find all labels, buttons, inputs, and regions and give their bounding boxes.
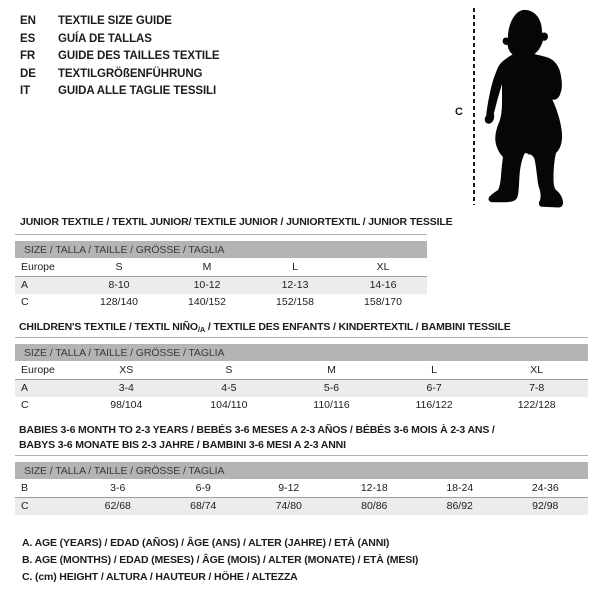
children-title-post: / TEXTILE DES ENFANTS / KINDERTEXTIL / BAMBINI TESSILE bbox=[205, 321, 511, 333]
value-cell: 68/74 bbox=[190, 500, 217, 513]
babies-title-line1: BABIES 3-6 MONTH TO 2-3 YEARS / BEBÉS 3-6 MESES A 2-3 AÑOS / BÉBÉS 3-6 MOIS À 2-3 ANS / bbox=[19, 424, 495, 436]
value-cell: 80/86 bbox=[361, 500, 388, 513]
value-cell: 104/110 bbox=[210, 399, 248, 412]
row-label-cell: Europe bbox=[21, 364, 55, 376]
footnote-c: C. (cm) HEIGHT / ALTURA / HAUTEUR / HÖHE / ALTEZZA bbox=[22, 570, 298, 583]
table-top-rule bbox=[15, 455, 588, 456]
row-label-cell: A bbox=[21, 382, 29, 395]
value-cell: 110/116 bbox=[313, 399, 350, 412]
value-cell: M bbox=[202, 261, 212, 273]
table-row bbox=[15, 479, 588, 497]
value-cell: 3-4 bbox=[118, 382, 134, 395]
table-row bbox=[15, 397, 588, 415]
value-cell: 140/152 bbox=[188, 296, 226, 309]
language-label: GUIDA ALLE TAGLIE TESSILI bbox=[58, 85, 217, 98]
value-cell: 5-6 bbox=[323, 382, 340, 395]
value-cell: 6-9 bbox=[195, 482, 211, 494]
children-section-title bbox=[19, 321, 511, 334]
row-label-cell: A bbox=[21, 279, 29, 292]
table-row bbox=[15, 276, 427, 294]
table-top-rule bbox=[15, 337, 588, 338]
value-cell: S bbox=[115, 261, 123, 273]
size-header-bar: SIZE / TALLA / TAILLE / GRÖSSE / TAGLIA bbox=[15, 241, 427, 258]
babies-title-line2: BABYS 3-6 MONATE BIS 2-3 JAHRE / BAMBINI 3-6 MESI A 2-3 ANNI bbox=[19, 439, 346, 451]
language-label: TEXTILE SIZE GUIDE bbox=[58, 15, 172, 27]
value-cell: 4-5 bbox=[221, 382, 237, 395]
value-cell: 152/158 bbox=[276, 296, 314, 309]
table-row bbox=[15, 294, 427, 312]
value-cell: 12-13 bbox=[281, 279, 309, 292]
value-cell: 10-12 bbox=[193, 279, 221, 292]
row-label-cell: C bbox=[21, 399, 29, 412]
footnote-b: B. AGE (MONTHS) / EDAD (MESES) / ÂGE (MOIS) / ALTER (MONATE) / ETÀ (MESI) bbox=[22, 553, 419, 566]
value-cell: 24-36 bbox=[531, 482, 559, 494]
language-code: DE bbox=[20, 67, 36, 80]
language-label: TEXTILGRÖßENFÜHRUNG bbox=[58, 67, 203, 80]
height-measure-dashed-line bbox=[473, 8, 475, 205]
language-row bbox=[20, 48, 220, 66]
value-cell: 128/140 bbox=[100, 296, 138, 309]
footnote-a: A. AGE (YEARS) / EDAD (AÑOS) / ÂGE (ANS) / ALTER (JAHRE) / ETÀ (ANNI) bbox=[22, 537, 390, 549]
table-row bbox=[15, 379, 588, 397]
value-cell: 9-12 bbox=[278, 482, 300, 494]
language-row bbox=[20, 66, 220, 84]
babies-section-title bbox=[19, 423, 495, 453]
value-cell: 86/92 bbox=[446, 500, 473, 513]
value-cell: 7-8 bbox=[529, 382, 545, 395]
value-cell: 122/128 bbox=[517, 399, 556, 412]
language-row bbox=[20, 83, 220, 101]
table-row bbox=[15, 497, 588, 515]
children-title-subscript: /A bbox=[197, 325, 206, 334]
language-label: GUIDE DES TAILLES TEXTILE bbox=[58, 50, 220, 63]
size-header-bar: SIZE / TALLA / TAILLE / GRÖSSE / TAGLIA bbox=[15, 344, 588, 361]
row-label-cell: B bbox=[21, 482, 29, 494]
children-title-pre: CHILDREN'S TEXTILE / TEXTIL NIÑO bbox=[19, 321, 198, 333]
language-list bbox=[20, 13, 220, 101]
value-cell: L bbox=[431, 364, 437, 376]
value-cell: 14-16 bbox=[369, 279, 397, 292]
value-cell: XL bbox=[376, 261, 390, 273]
size-header-bar: SIZE / TALLA / TAILLE / GRÖSSE / TAGLIA bbox=[15, 462, 588, 479]
table-row bbox=[15, 258, 427, 276]
value-cell: S bbox=[225, 364, 233, 376]
value-cell: 3-6 bbox=[110, 482, 126, 494]
row-label-cell: Europe bbox=[21, 261, 55, 273]
value-cell: 74/80 bbox=[275, 500, 302, 513]
junior-section-title: JUNIOR TEXTILE / TEXTIL JUNIOR/ TEXTILE JUNIOR / JUNIORTEXTIL / JUNIOR TESSILE bbox=[20, 216, 453, 228]
row-label-cell: C bbox=[21, 296, 29, 309]
value-cell: 98/104 bbox=[110, 399, 143, 412]
row-label-cell: C bbox=[21, 500, 29, 513]
value-cell: M bbox=[327, 364, 336, 376]
language-code: FR bbox=[20, 50, 36, 63]
table-row bbox=[15, 361, 588, 379]
language-code: EN bbox=[20, 15, 36, 27]
value-cell: 18-24 bbox=[446, 482, 474, 494]
language-row bbox=[20, 13, 220, 31]
footnote-legend bbox=[22, 535, 418, 585]
value-cell: 6-7 bbox=[426, 382, 442, 395]
measure-label-c: C bbox=[455, 106, 463, 118]
table-top-rule bbox=[15, 234, 427, 235]
value-cell: L bbox=[292, 261, 298, 273]
value-cell: 116/122 bbox=[415, 399, 453, 412]
value-cell: XS bbox=[119, 364, 134, 376]
language-row bbox=[20, 31, 220, 49]
language-code: IT bbox=[20, 85, 31, 98]
language-code: ES bbox=[20, 32, 36, 45]
value-cell: 62/68 bbox=[104, 500, 131, 513]
toddler-silhouette bbox=[478, 6, 595, 210]
value-cell: 92/98 bbox=[532, 500, 559, 513]
babies-size-table bbox=[15, 455, 588, 515]
junior-size-table bbox=[15, 234, 427, 311]
children-size-table bbox=[15, 337, 588, 414]
value-cell: XL bbox=[530, 364, 544, 376]
value-cell: 158/170 bbox=[364, 296, 402, 309]
value-cell: 8-10 bbox=[108, 279, 130, 292]
language-label: GUÍA DE TALLAS bbox=[58, 32, 152, 45]
value-cell: 12-18 bbox=[360, 482, 388, 494]
